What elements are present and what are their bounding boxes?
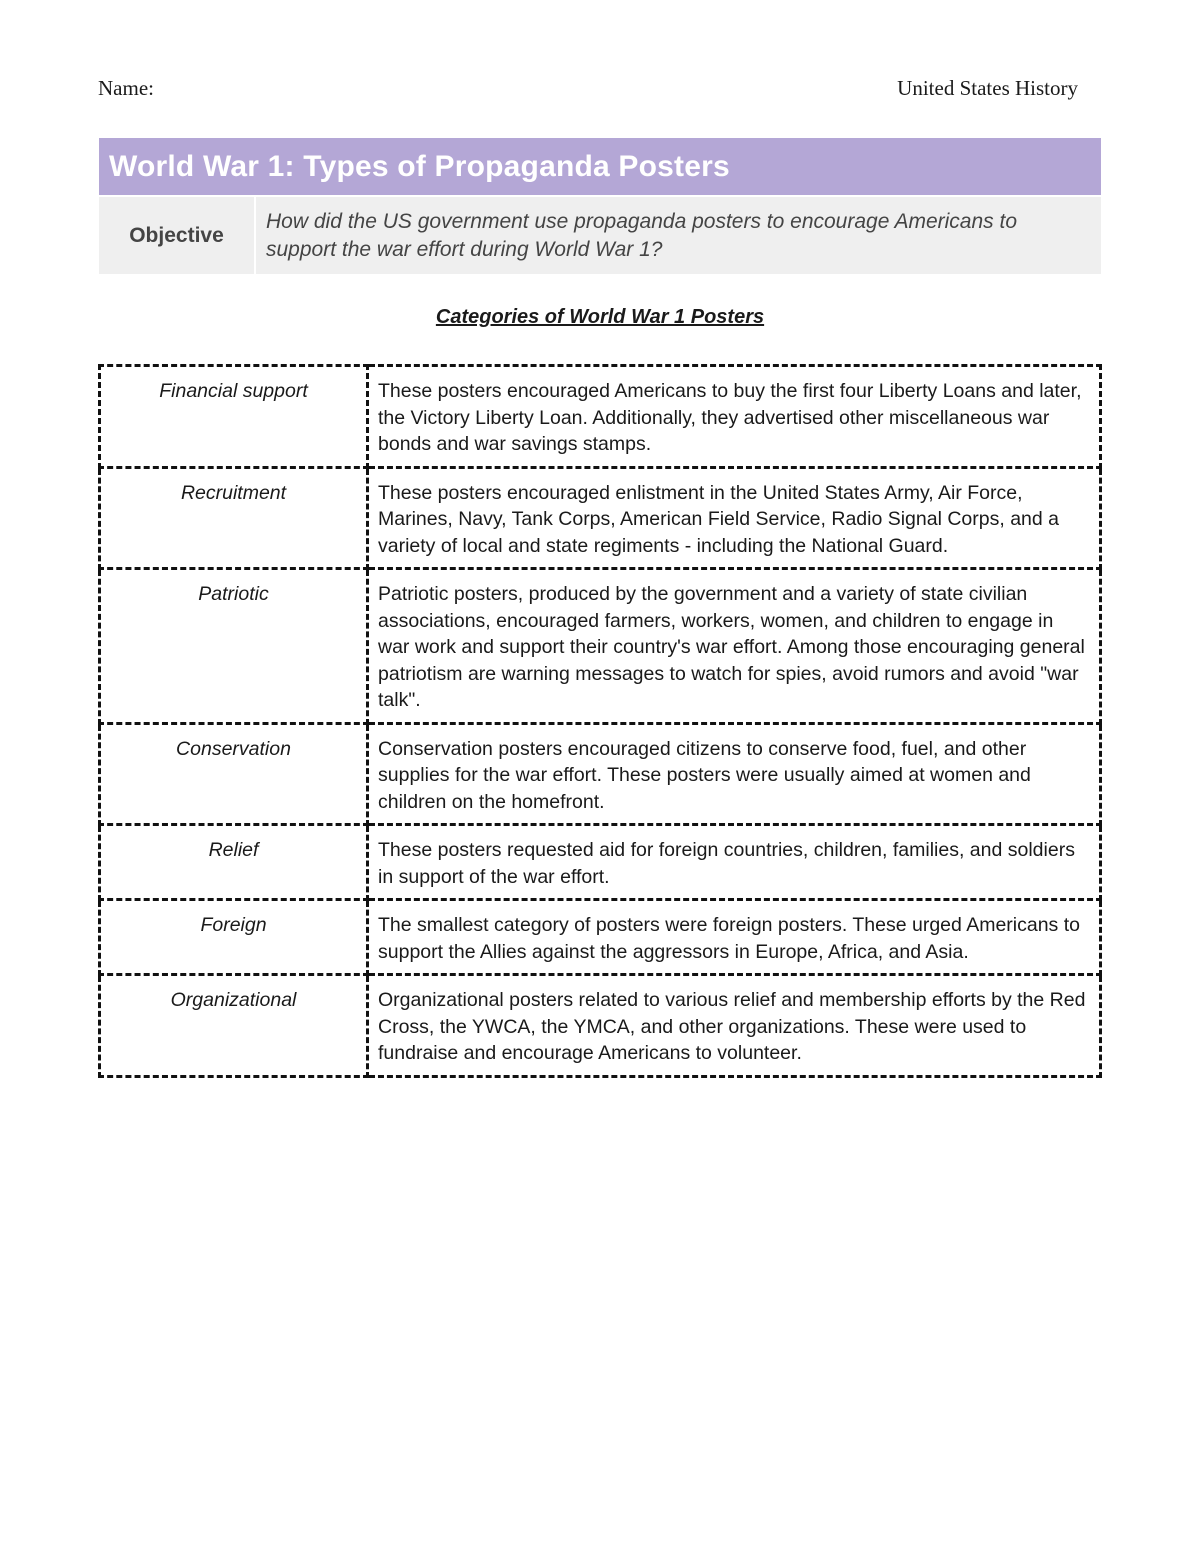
category-description: Organizational posters related to various relief and membership efforts by the Red Cross, the YWCA, the YMCA, and other organizations. These were used to fundraise and encourage Americans to volunteer. [368,975,1101,1077]
objective-row [99,197,1101,274]
title-block [99,138,1101,274]
table-row [100,900,1101,975]
table-row [100,569,1101,724]
category-name: Organizational [100,975,368,1077]
categories-table [98,364,1102,1078]
category-name: Conservation [100,723,368,825]
table-row [100,366,1101,468]
category-name: Foreign [100,900,368,975]
category-description: These posters encouraged Americans to buy the first four Liberty Loans and later, the Victory Liberty Loan. Additionally, they advertised other miscellaneous war bonds and war savings stamps. [368,366,1101,468]
table-row [100,975,1101,1077]
section-heading: Categories of World War 1 Posters [435,306,765,328]
table-row [100,723,1101,825]
category-name: Patriotic [100,569,368,724]
page-title: World War 1: Types of Propaganda Posters [109,149,730,183]
category-description: Conservation posters encouraged citizens to conserve food, fuel, and other supplies for the war effort. These posters were usually aimed at women and children on the homefront. [368,723,1101,825]
category-description: These posters encouraged enlistment in the United States Army, Air Force, Marines, Navy, Tank Corps, American Field Service, Radio Signal Corps, and a variety of local and state regiments - including the National Guard. [368,467,1101,569]
category-name: Financial support [100,366,368,468]
course-label: United States History [897,76,1078,100]
name-label: Name: [98,76,154,100]
category-description: The smallest category of posters were foreign posters. These urged Americans to support the Allies against the aggressors in Europe, Africa, and Asia. [368,900,1101,975]
category-description: Patriotic posters, produced by the government and a variety of state civilian associations, encouraged farmers, workers, women, and children to engage in war work and support their country's war effort. Among those encouraging general patriotism are warning messages to watch for spies, avoid rumors and avoid "war talk". [368,569,1101,724]
title-bar [99,138,1101,195]
table-row [100,467,1101,569]
category-name: Relief [100,825,368,900]
objective-label: Objective [99,197,256,274]
table-row [100,825,1101,900]
category-description: These posters requested aid for foreign countries, children, families, and soldiers in support of the war effort. [368,825,1101,900]
objective-text: How did the US government use propaganda posters to encourage Americans to support the war effort during World War 1? [266,210,1017,261]
category-name: Recruitment [100,467,368,569]
page-header [98,76,1078,101]
